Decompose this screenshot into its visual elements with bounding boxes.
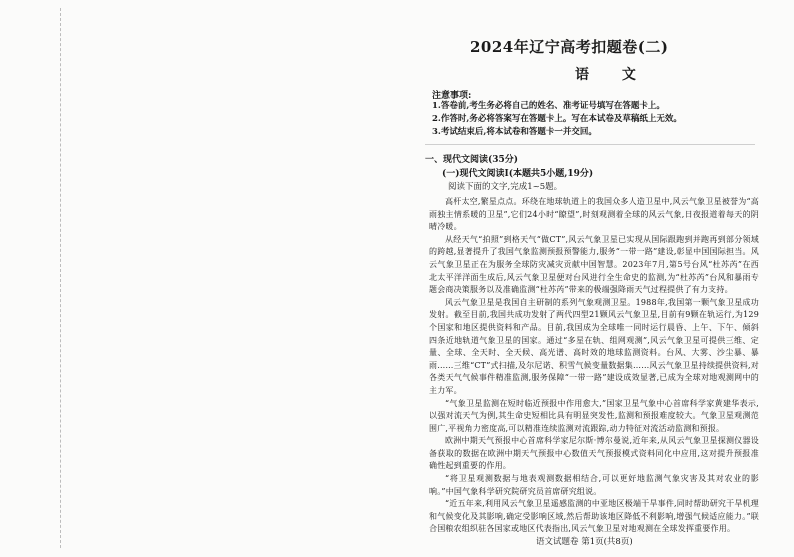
article-body	[429, 196, 759, 536]
reading-instruction: 阅读下面的文字,完成1~5题。	[448, 182, 563, 192]
notice-item: 3.考试结束后,将本试卷和答题卡一并交回。	[432, 127, 597, 137]
article-paragraph: 欧洲中期天气预报中心首席科学家尼尔斯·博尔曼说,近年来,从风云气象卫星探测仪器设备获取的数据在欧洲中期天气预报中心数值天气预报模式资料同化中应用,这对提升预报准确性起到重要的作用。	[429, 436, 759, 471]
article-paragraph: 从经天气“拍照”到格天气“做CT”,风云气象卫星已实现从国际跟跑到并跑再到部分领域的跨越,显著提升了我国气象监测预报预警能力,服务“一带一路”建设,彰显中国国际担当。风云气象卫星正在为服务全球防灾减灾贡献中国智慧。2023年7月,第5号台风“杜苏芮”在西北太平洋洋面生成后,风云气象卫星便对台风进行全生命史的监测,为“杜苏芮”台风和暴雨专题会商决策服务以及准确监测“杜苏芮”带来的极端强降雨天气过程提供了有力支持。	[429, 234, 759, 295]
notice-list	[432, 100, 682, 139]
divider	[425, 144, 755, 145]
notice-item: 1.答卷前,考生务必将自己的姓名、准考证号填写在答题卡上。	[432, 101, 665, 111]
article-paragraph: “气象卫星监测在短时临近预报中作用愈大,”国家卫星气象中心首席科学家黄建华表示,以强对流天气为例,其生命史短相比具有明显突发性,监测和预报难度较大。气象卫星观测范围广,平视角力密度高,可以精准连续监测对流跟踪,动力特征对流活动监测和预报。	[429, 398, 759, 433]
notice-heading: 注意事项:	[432, 91, 472, 101]
binding-line	[60, 8, 62, 548]
article-paragraph: “将卫星观测数据与地表观测数据相结合,可以更好地监测气象灾害及其对农业的影响。”中国气象科学研究院研究员首席研究组说。	[429, 474, 759, 496]
notice-item: 2.作答时,务必将答案写在答题卡上。写在本试卷及草稿纸上无效。	[432, 114, 682, 124]
exam-title: 2024年辽宁高考扣题卷(二)	[470, 38, 669, 56]
article-paragraph: “近五年来,利用风云气象卫星遥感监测的中亚地区极端干旱事件,同时帮助研究干旱机理和气候变化及其影响,确定受影响区域,然后帮助该地区降低不利影响,增强气候适应能力。”联合国粮农组织驻各国家或地区代表指出,风云气象卫星对地观测在全球发挥重要作用。	[429, 499, 759, 534]
subject-title: 语 文	[575, 67, 650, 83]
section-heading: 一、现代文阅读(35分)	[425, 155, 519, 165]
subsection-heading: (一)现代文阅读Ⅰ(本题共5小题,19分)	[442, 169, 594, 179]
article-paragraph: 高杆太空,繁星点点。环绕在地球轨道上的我国众多人造卫星中,风云气象卫星被誉为“高雨独主情系暖的卫星”,它们24小时“瞭望”,时刻观测着全球的风云气象,日夜报道着每天的阴晴冷暖。	[429, 197, 759, 232]
article-paragraph: 风云气象卫星是我国自主研制的系列气象观测卫星。1988年,我国第一颗气象卫星成功发射。截至目前,我国共成功发射了两代四型21颗风云气象卫星,目前有9颗在轨运行,为129个国家和地区提供资料和产品。目前,我国成为全球唯一同时运行晨昏、上午、下午、倾斜四条近地轨道气象卫星的国家。通过“多星在轨、组网观测”,风云气象卫星可提供三维、定量、全球、全天时、全天候、高光谱、高时效的地球监测资料。台风、大雾、沙尘暴、暴雨……三维“CT”式扫描,及尔尼诺、积雪气候变量数据集……风云气象卫星持续提供资料,对各类天气气候事件精准监测,服务保障“一带一路”建设成效显著,已成为全球对地观测网中的主力军。	[429, 297, 759, 395]
page-footer: 语文试题卷 第1页(共8页)	[536, 537, 633, 547]
